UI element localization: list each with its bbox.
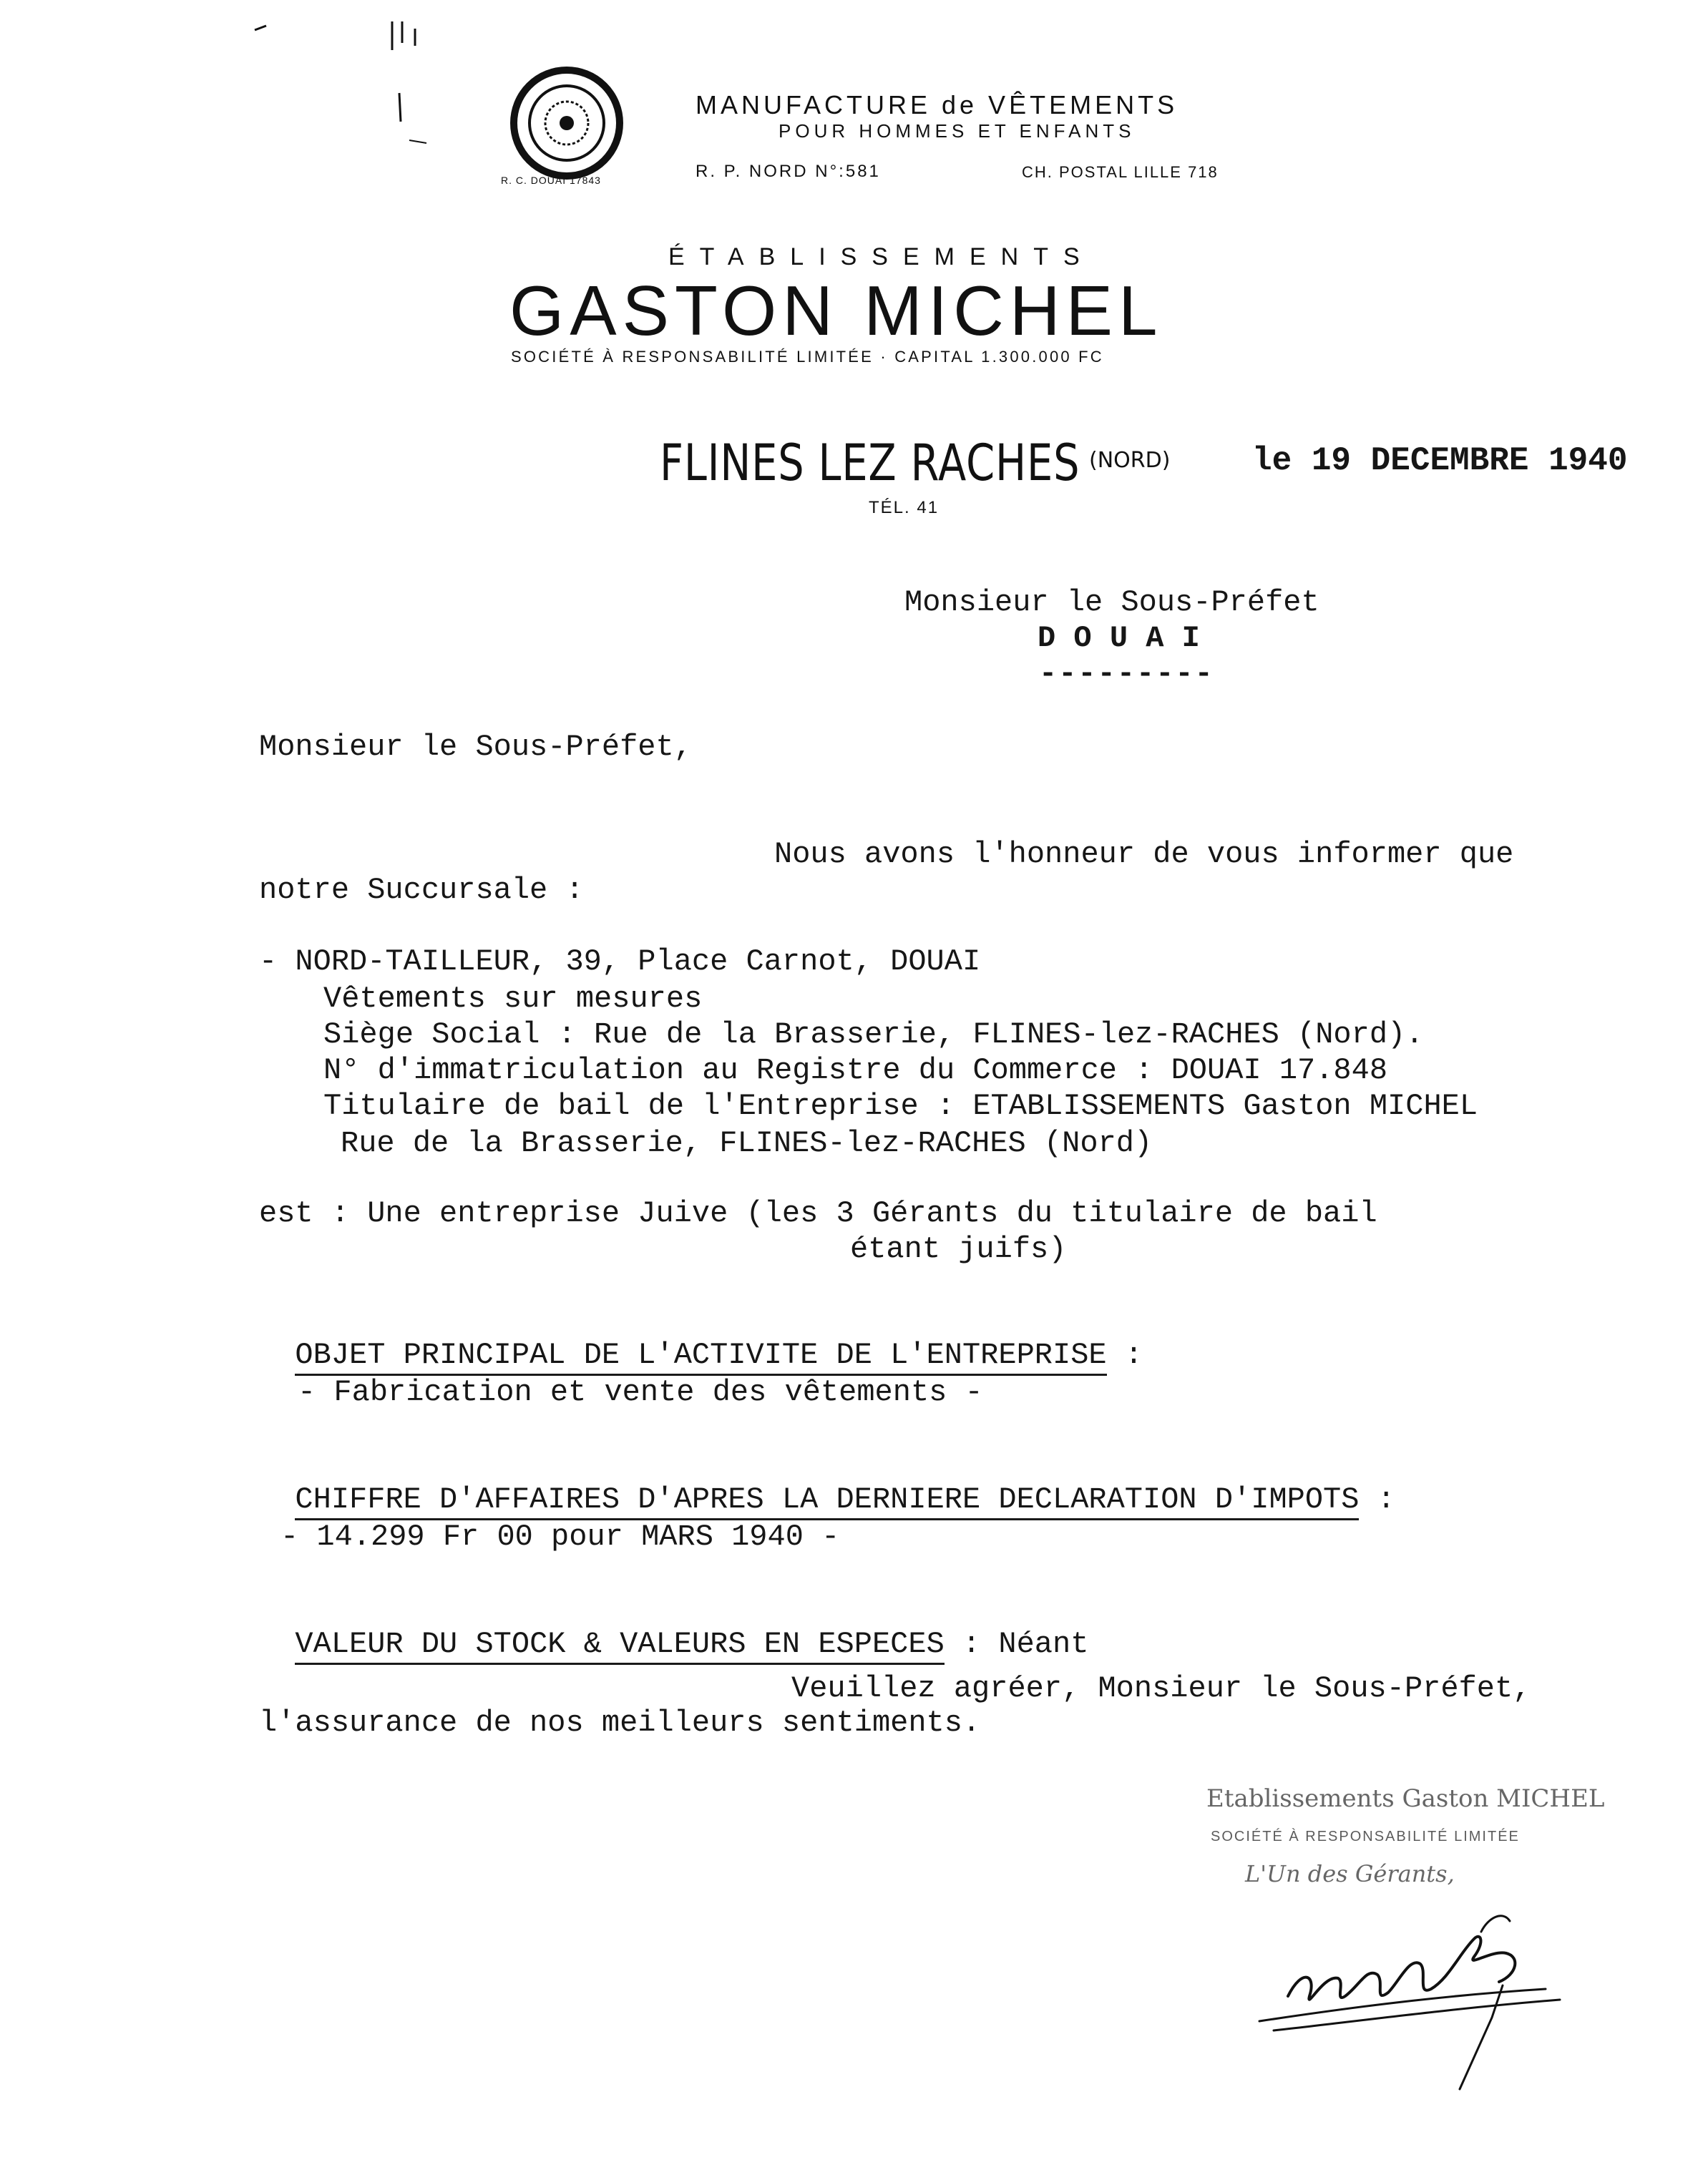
closing-line-2: l'assurance de nos meilleurs sentiments. xyxy=(259,1706,981,1740)
branch-activity: Vêtements sur mesures xyxy=(323,982,703,1016)
branch-registration: N° d'immatriculation au Registre du Commerce : DOUAI 17.848 xyxy=(323,1053,1388,1087)
stamp-line-1: Etablissements Gaston MICHEL xyxy=(1206,1784,1605,1813)
manufacture-line-2: POUR HOMMES ET ENFANTS xyxy=(779,120,1136,142)
seal-caption: R. C. DOUAI 17843 xyxy=(501,175,601,186)
statement-line-2: étant juifs) xyxy=(850,1232,1067,1266)
company-name: GASTON MICHEL xyxy=(509,271,1163,350)
branch-lease-holder: Titulaire de bail de l'Entreprise : ETABLISSEMENTS Gaston MICHEL xyxy=(323,1089,1478,1123)
branch-name: - NORD-TAILLEUR, 39, Place Carnot, DOUAI xyxy=(259,944,981,979)
objet-section xyxy=(259,1304,1143,1372)
etablissements-label: ÉTABLISSEMENTS xyxy=(668,243,1095,270)
postal-account: CH. POSTAL LILLE 718 xyxy=(1022,163,1219,181)
handwritten-signature xyxy=(1245,1889,1603,2103)
objet-value: - Fabrication et vente des vêtements - xyxy=(298,1375,983,1409)
branch-head-office: Siège Social : Rue de la Brasserie, FLINES-lez-RACHES (Nord). xyxy=(323,1017,1424,1052)
city-region: (NORD) xyxy=(1089,448,1171,473)
intro-line-2: notre Succursale : xyxy=(259,873,584,907)
valeur-value: : Néant xyxy=(944,1627,1089,1661)
objet-heading: OBJET PRINCIPAL DE L'ACTIVITE DE L'ENTREPRISE xyxy=(295,1338,1106,1376)
branch-lease-address: Rue de la Brasserie, FLINES-lez-RACHES (Nord) xyxy=(341,1126,1153,1160)
company-seal-logo xyxy=(509,66,624,180)
statement-line-1: est : Une entreprise Juive (les 3 Gérants du titulaire de bail xyxy=(259,1196,1377,1231)
rp-nord-number: R. P. NORD N°:581 xyxy=(696,162,881,181)
closing-line-1: Veuillez agréer, Monsieur le Sous-Préfet, xyxy=(791,1671,1531,1706)
scan-marks xyxy=(0,0,501,186)
addressee-line-1: Monsieur le Sous-Préfet xyxy=(904,585,1319,620)
valeur-section xyxy=(259,1593,1088,1661)
addressee-rule: --------- xyxy=(1039,657,1214,691)
stamp-line-2: SOCIÉTÉ À RESPONSABILITÉ LIMITÉE xyxy=(1211,1829,1520,1844)
chiffre-value: - 14.299 Fr 00 pour MARS 1940 - xyxy=(280,1520,840,1554)
telephone: TÉL. 41 xyxy=(869,498,940,517)
letter-date: le 19 DECEMBRE 1940 xyxy=(1252,442,1628,479)
stamp-line-3: L'Un des Gérants, xyxy=(1245,1860,1455,1887)
addressee-city: D O U A I xyxy=(1038,621,1200,655)
valeur-heading: VALEUR DU STOCK & VALEURS EN ESPECES xyxy=(295,1627,944,1665)
company-legal-form: SOCIÉTÉ À RESPONSABILITÉ LIMITÉE · CAPITAL 1.300.000 FC xyxy=(511,348,1104,366)
chiffre-colon: : xyxy=(1359,1482,1395,1517)
chiffre-heading: CHIFFRE D'AFFAIRES D'APRES LA DERNIERE DECLARATION D'IMPOTS xyxy=(295,1482,1359,1520)
city-name: FLINES LEZ RACHES xyxy=(660,434,1080,492)
objet-colon: : xyxy=(1106,1338,1143,1372)
salutation: Monsieur le Sous-Préfet, xyxy=(259,730,692,764)
chiffre-section xyxy=(259,1448,1395,1517)
manufacture-line-1: MANUFACTURE de VÊTEMENTS xyxy=(696,90,1178,119)
intro-line-1: Nous avons l'honneur de vous informer que xyxy=(774,837,1514,871)
